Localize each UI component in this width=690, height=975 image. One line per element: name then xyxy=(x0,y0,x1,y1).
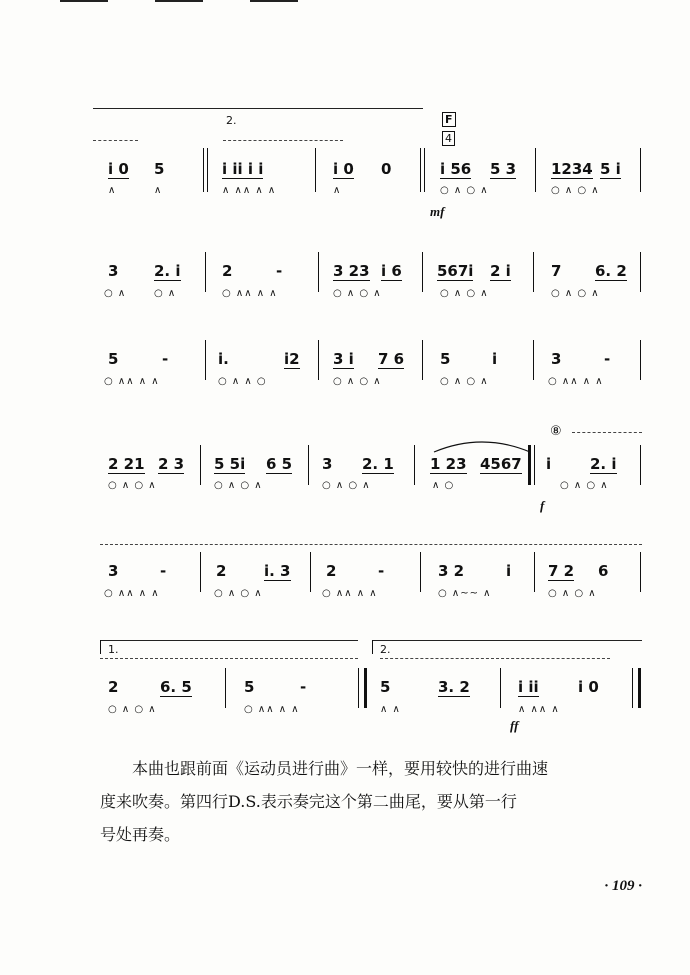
volta-1-label: 1. xyxy=(108,643,119,656)
note: 6. 2 xyxy=(595,262,627,280)
note: 3 i xyxy=(333,350,354,368)
breath-mark: ○ ∧∧ ∧ ∧ xyxy=(322,588,378,599)
barline xyxy=(310,552,311,592)
volta-label: 2. xyxy=(226,114,237,127)
paragraph-line: 号处再奏。 xyxy=(100,825,181,844)
note: 2. i xyxy=(590,455,617,473)
barline xyxy=(533,340,534,380)
breath-mark: ∧ ∧∧ ∧ ∧ xyxy=(222,185,277,196)
volta-1-line xyxy=(100,640,358,641)
section-mark: F xyxy=(442,112,456,127)
note: 567i xyxy=(437,262,474,280)
note: i2 xyxy=(284,350,300,368)
note: 5 xyxy=(154,160,165,178)
barline xyxy=(358,668,359,708)
note: i ii xyxy=(518,678,539,696)
breath-mark: ○ ∧∧ ∧ ∧ xyxy=(548,376,604,387)
slur xyxy=(432,436,532,454)
breath-mark: ○ ∧ xyxy=(154,288,177,299)
barline xyxy=(640,148,641,192)
note: 7 xyxy=(551,262,562,280)
barline xyxy=(205,252,206,292)
note: 6 5 xyxy=(266,455,293,473)
barline xyxy=(528,445,531,485)
dynamic-marking: f xyxy=(540,498,545,513)
note: i 0 xyxy=(578,678,599,696)
dashed-line xyxy=(100,544,642,545)
paragraph-line: 本曲也跟前面《运动员进行曲》一样，要用较快的进行曲速 xyxy=(132,759,549,778)
note: 4567 xyxy=(480,455,522,473)
breath-mark: ○ ∧ ○ ∧ xyxy=(322,480,371,491)
barline xyxy=(225,668,226,708)
volta-2-label: 2. xyxy=(380,643,391,656)
note: 3 23 xyxy=(333,262,370,280)
note: 3 xyxy=(551,350,562,368)
barline xyxy=(422,340,423,380)
breath-mark: ○ ∧~~ ∧ xyxy=(438,588,492,599)
dashed-line xyxy=(93,140,138,141)
note: 6. 5 xyxy=(160,678,192,696)
barline xyxy=(207,148,208,192)
note: 5 xyxy=(440,350,451,368)
dynamic-marking: mf xyxy=(430,204,445,219)
volta-line xyxy=(93,108,423,109)
barline xyxy=(200,552,201,592)
note: 5 3 xyxy=(490,160,517,178)
breath-mark: ○ ∧∧ ∧ ∧ xyxy=(222,288,278,299)
note: i xyxy=(546,455,552,473)
note: 5 xyxy=(244,678,255,696)
note: - xyxy=(160,562,167,580)
dashed-line xyxy=(572,432,642,433)
breath-mark: ○ ∧ ○ ∧ xyxy=(560,480,609,491)
barline xyxy=(535,148,536,192)
breath-mark: ○ ∧ ○ ∧ xyxy=(440,185,489,196)
breath-mark: ○ ∧ ○ ∧ xyxy=(548,588,597,599)
top-rule-1 xyxy=(60,0,108,2)
barline xyxy=(534,552,535,592)
note: 5 i xyxy=(600,160,621,178)
barline xyxy=(364,668,367,708)
barline xyxy=(315,148,316,192)
barline xyxy=(533,252,534,292)
barline xyxy=(422,252,423,292)
barline xyxy=(640,340,641,380)
breath-mark: ∧ xyxy=(154,185,163,196)
note: 1234 xyxy=(551,160,593,178)
barline xyxy=(414,445,415,485)
note: 2 xyxy=(108,678,119,696)
note: 2 xyxy=(222,262,233,280)
dashed-line xyxy=(100,658,358,659)
dashed-line xyxy=(223,140,343,141)
barline xyxy=(203,148,204,192)
note: - xyxy=(378,562,385,580)
top-rule-2 xyxy=(155,0,203,2)
note: 5 xyxy=(108,350,119,368)
note: i 56 xyxy=(440,160,472,178)
note: 3. 2 xyxy=(438,678,470,696)
breath-mark: ○ ∧ ○ ∧ xyxy=(551,288,600,299)
section-box: 4 xyxy=(442,131,455,146)
note: - xyxy=(162,350,169,368)
breath-mark: ∧ xyxy=(333,185,342,196)
note: - xyxy=(604,350,611,368)
volta-1-hook xyxy=(100,640,101,654)
barline xyxy=(534,445,535,485)
dashed-line xyxy=(380,658,610,659)
note: 2 xyxy=(216,562,227,580)
breath-mark: ∧ ∧ xyxy=(380,704,401,715)
top-rule-3 xyxy=(250,0,298,2)
barline xyxy=(205,340,206,380)
note: 1 23 xyxy=(430,455,467,473)
note: 3 2 xyxy=(438,562,465,580)
note: i 6 xyxy=(381,262,402,280)
barline xyxy=(640,552,641,592)
barline xyxy=(640,252,641,292)
breath-mark: ○ ∧ ○ ∧ xyxy=(333,376,382,387)
note: i. xyxy=(218,350,229,368)
barline xyxy=(318,252,319,292)
note: 5 5i xyxy=(214,455,246,473)
barline xyxy=(640,445,641,485)
volta-2-line xyxy=(372,640,642,641)
volta-2-hook xyxy=(372,640,373,654)
dynamic-marking: ff xyxy=(510,718,519,733)
breath-mark: ∧ ○ xyxy=(432,480,455,491)
breath-mark: ○ ∧ xyxy=(104,288,127,299)
note: 2. 1 xyxy=(362,455,394,473)
breath-mark: ○ ∧∧ ∧ ∧ xyxy=(104,376,160,387)
note: 3 xyxy=(108,262,119,280)
breath-mark: ○ ∧ ○ ∧ xyxy=(214,480,263,491)
note: 7 2 xyxy=(548,562,575,580)
breath-mark: ○ ∧∧ ∧ ∧ xyxy=(244,704,300,715)
note: 6 xyxy=(598,562,609,580)
note: 3 xyxy=(108,562,119,580)
note: i. 3 xyxy=(264,562,291,580)
note: i xyxy=(492,350,498,368)
barline xyxy=(632,668,633,708)
breath-mark: ○ ∧ ○ ∧ xyxy=(214,588,263,599)
barline xyxy=(420,148,421,192)
breath-mark: ○ ∧ ○ ∧ xyxy=(333,288,382,299)
note: i 0 xyxy=(333,160,354,178)
note: 2 21 xyxy=(108,455,145,473)
breath-mark: ○ ∧∧ ∧ ∧ xyxy=(104,588,160,599)
note: 3 xyxy=(322,455,333,473)
note: 7 6 xyxy=(378,350,405,368)
breath-mark: ○ ∧ ○ ∧ xyxy=(108,480,157,491)
paragraph-line: 度来吹奏。第四行D.S.表示奏完这个第二曲尾，要从第一行 xyxy=(100,792,517,811)
barline xyxy=(200,445,201,485)
barline xyxy=(500,668,501,708)
note: 2 i xyxy=(490,262,511,280)
note: - xyxy=(300,678,307,696)
note: 0 xyxy=(381,160,392,178)
note: i xyxy=(506,562,512,580)
breath-mark: ∧ ∧∧ ∧ xyxy=(518,704,560,715)
note: 2 3 xyxy=(158,455,185,473)
barline xyxy=(318,340,319,380)
barline xyxy=(638,668,641,708)
breath-mark: ○ ∧ ○ ∧ xyxy=(551,185,600,196)
note: i 0 xyxy=(108,160,129,178)
breath-mark: ○ ∧ ○ ∧ xyxy=(108,704,157,715)
breath-mark: ○ ∧ ○ ∧ xyxy=(440,288,489,299)
segno-mark: ⑧ xyxy=(550,424,562,439)
explanation-paragraph xyxy=(100,752,660,851)
note: i ii i i xyxy=(222,160,264,178)
breath-mark: ∧ xyxy=(108,185,117,196)
breath-mark: ○ ∧ ∧ ○ xyxy=(218,376,267,387)
note: 2 xyxy=(326,562,337,580)
note: - xyxy=(276,262,283,280)
barline xyxy=(424,148,425,192)
note: 5 xyxy=(380,678,391,696)
barline xyxy=(420,552,421,592)
breath-mark: ○ ∧ ○ ∧ xyxy=(440,376,489,387)
note: 2. i xyxy=(154,262,181,280)
page-number: · 109 · xyxy=(604,878,642,894)
barline xyxy=(308,445,309,485)
